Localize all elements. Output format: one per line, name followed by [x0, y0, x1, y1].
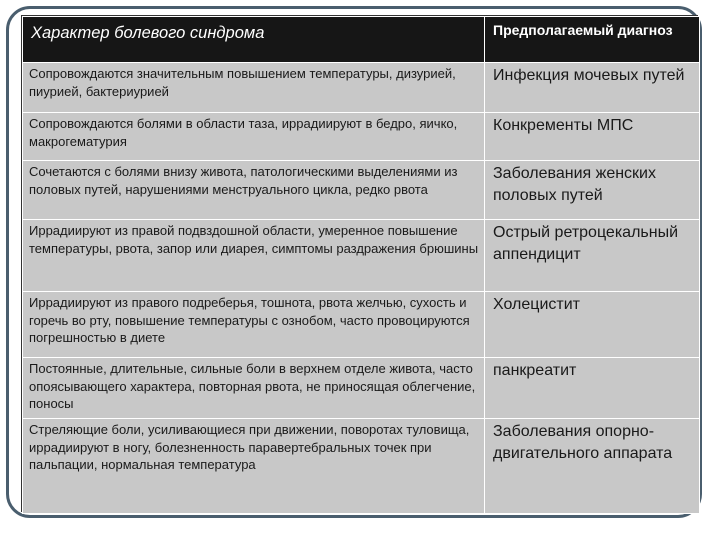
symptom-cell: Иррадиируют из правой подвздошной области, умеренное повышение температуры, рвота, запор или диарея, симптомы раздражения брюшины: [23, 220, 485, 292]
diagnosis-cell: Острый ретроцекальный аппендицит: [485, 220, 700, 292]
symptom-cell: Постоянные, длительные, сильные боли в верхнем отделе живота, часто опоясывающего характера, повторная рвота, не приносящая облегчение, поносы: [23, 358, 485, 419]
table-row: [23, 63, 700, 113]
table-row: [23, 220, 700, 292]
diagnosis-cell: Инфекция мочевых путей: [485, 63, 700, 113]
table-row: [23, 113, 700, 161]
diagnosis-cell: Заболевания опорно-двигательного аппарата: [485, 419, 700, 514]
symptom-cell: Сопровождаются болями в области таза, иррадиируют в бедро, яичко, макрогематурия: [23, 113, 485, 161]
symptom-cell: Иррадиируют из правого подреберья, тошнота, рвота желчью, сухость и горечь во рту, повышение температуры с ознобом, часто провоцируются погрешностью в диете: [23, 292, 485, 358]
symptom-cell: Стреляющие боли, усиливающиеся при движении, поворотах туловища, иррадиируют в ногу, болезненность паравертебральных точек при пальпации, нормальная температура: [23, 419, 485, 514]
diagnosis-cell: Холецистит: [485, 292, 700, 358]
symptom-cell: Сопровождаются значительным повышением температуры, дизурией, пиурией, бактериурией: [23, 63, 485, 113]
table-row: [23, 292, 700, 358]
table-row: [23, 419, 700, 514]
diagnosis-table: [22, 16, 700, 514]
table-row: [23, 358, 700, 419]
symptom-cell: Сочетаются с болями внизу живота, патологическими выделениями из половых путей, нарушениями менструального цикла, редко рвота: [23, 161, 485, 220]
header-diagnosis: Предполагаемый диагноз: [485, 17, 700, 63]
pain-syndrome-table: [21, 15, 698, 512]
header-symptom: Характер болевого синдрома: [23, 17, 485, 63]
diagnosis-cell: Заболевания женских половых путей: [485, 161, 700, 220]
diagnosis-cell: панкреатит: [485, 358, 700, 419]
table-row: [23, 161, 700, 220]
table-header-row: [23, 17, 700, 63]
diagnosis-cell: Конкременты МПС: [485, 113, 700, 161]
